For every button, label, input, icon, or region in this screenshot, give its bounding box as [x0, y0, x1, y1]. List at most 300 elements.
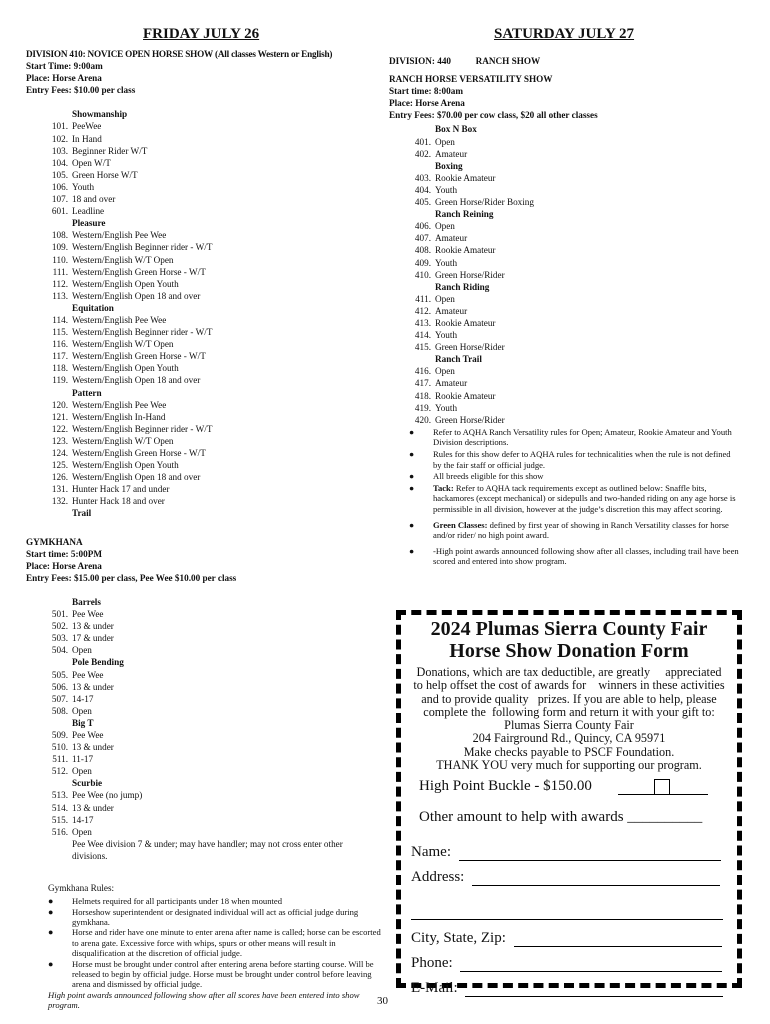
- class-row: [26, 120, 386, 132]
- class-number: 407.: [414, 233, 431, 244]
- class-row: [26, 681, 386, 693]
- ranch-note-lead: Tack:: [433, 482, 454, 493]
- class-row: [26, 411, 386, 423]
- class-number: 508.: [51, 705, 68, 716]
- class-name: Youth: [435, 330, 458, 341]
- class-number: 502.: [51, 621, 68, 632]
- class-row: [26, 814, 386, 826]
- class-name: Pee Wee: [72, 669, 104, 680]
- peewee-note: Pee Wee division 7 & under; may have handler; may not cross enter other divisions.: [72, 838, 343, 861]
- class-name: Beginner Rider W/T: [72, 145, 148, 156]
- ranch-class-row: [389, 317, 761, 329]
- class-row: [26, 826, 386, 838]
- saturday-column: [389, 55, 761, 568]
- bullet-icon: ●: [48, 896, 54, 907]
- ranch-class-row: [389, 414, 761, 426]
- class-number: 419.: [414, 402, 431, 413]
- ranch-class-row: [389, 244, 761, 256]
- class-name: Youth: [435, 257, 458, 268]
- class-number: 417.: [414, 378, 431, 389]
- class-number: 406.: [414, 221, 431, 232]
- class-name: Western/English In-Hand: [72, 411, 166, 422]
- ranch-fees: Entry Fees: $70.00 per cow class, $20 all other classes: [389, 110, 598, 121]
- address-field-2[interactable]: [411, 905, 723, 920]
- bullet-icon: ●: [48, 958, 54, 969]
- class-number: 511.: [52, 754, 68, 765]
- ranch-class-row: [389, 184, 761, 196]
- class-name: 13 & under: [72, 621, 114, 632]
- class-name: Amateur: [435, 233, 468, 244]
- ranch-note: [389, 546, 739, 567]
- class-number: 404.: [414, 184, 431, 195]
- class-name: Western/English Green Horse - W/T: [72, 351, 206, 362]
- ranch-note-text: Refer to AQHA tack requirements except as outlined below: Snaffle bits, hackamores (except mechanical) or sidepulls and two-handed riding on any age horse is permissible in all division, however at the judge’s discretion this may affect scoring.: [433, 482, 736, 514]
- class-number: 112.: [52, 278, 68, 289]
- class-name: 18 and over: [72, 194, 116, 205]
- bullet-icon: ●: [48, 906, 54, 917]
- class-number: 512.: [51, 766, 68, 777]
- city-field[interactable]: [514, 932, 722, 947]
- gymkhana-place: Place: Horse Arena: [26, 560, 102, 571]
- ranch-group-title: Ranch Trail: [435, 354, 482, 365]
- class-row: [26, 278, 386, 290]
- name-line: [401, 844, 737, 861]
- form-title-2: Horse Show Donation Form: [449, 640, 689, 662]
- class-name: Amateur: [435, 305, 468, 316]
- ranch-note-text: defined by first year of showing in Ranch Versatility classes for horse and/or rider/ no high point award.: [433, 519, 729, 541]
- bullet-icon: ●: [409, 449, 415, 459]
- class-name: Pee Wee: [72, 729, 104, 740]
- class-name: In Hand: [72, 133, 102, 144]
- class-number: 103.: [51, 145, 68, 156]
- class-row: [26, 145, 386, 157]
- class-number: 515.: [51, 814, 68, 825]
- ranch-class-row: [389, 269, 761, 281]
- rule-item: [26, 907, 384, 928]
- page-number: 30: [377, 995, 388, 1007]
- class-row: [26, 326, 386, 338]
- class-name: Open W/T: [72, 157, 111, 168]
- class-number: 514.: [51, 802, 68, 813]
- other-amount-line: Other amount to help with awards __________: [419, 809, 703, 826]
- class-row: [26, 669, 386, 681]
- class-number: 107.: [51, 194, 68, 205]
- saturday-heading: SATURDAY JULY 27: [494, 26, 635, 42]
- ranch-note: [389, 483, 739, 515]
- novice-class-list: [26, 108, 386, 519]
- class-name: 14-17: [72, 693, 94, 704]
- class-number: 123.: [51, 435, 68, 446]
- rule-item: [26, 896, 384, 906]
- bullet-icon: ●: [409, 519, 415, 530]
- class-row: [26, 765, 386, 777]
- novice-division: DIVISION 410: NOVICE OPEN HORSE SHOW (All classes Western or English): [26, 49, 333, 59]
- class-number: 105.: [51, 169, 68, 180]
- class-name: Open: [435, 136, 455, 147]
- name-field[interactable]: [459, 846, 721, 861]
- class-name: Amateur: [435, 378, 468, 389]
- ranch-class-row: [389, 402, 761, 414]
- class-number: 413.: [414, 317, 431, 328]
- ranch-note-text: Refer to AQHA Ranch Versatility rules for Open; Amateur, Rookie Amateur and Youth Division descriptions.: [433, 426, 732, 448]
- ranch-note: [389, 471, 739, 482]
- class-name: Western/English Beginner rider - W/T: [72, 242, 213, 253]
- class-name: PeeWee: [72, 121, 102, 132]
- class-number: 124.: [51, 448, 68, 458]
- class-group-title: Trail: [72, 508, 92, 519]
- ranch-note: [389, 449, 739, 470]
- gymkhana-class-list: [26, 596, 386, 838]
- class-number: 126.: [51, 472, 68, 483]
- class-number: 132.: [51, 496, 68, 507]
- city-label: City, State, Zip:: [411, 930, 506, 947]
- class-name: Pee Wee: [72, 609, 104, 620]
- class-row: [26, 802, 386, 814]
- class-number: 402.: [414, 148, 431, 159]
- class-row: [26, 254, 386, 266]
- class-row: [26, 399, 386, 411]
- form-body-line: to help offset the cost of awards for winners in these activities: [413, 678, 725, 693]
- bullet-icon: ●: [48, 927, 54, 938]
- class-name: Youth: [435, 402, 458, 413]
- class-number: 121.: [51, 411, 68, 422]
- ranch-note-content: [433, 483, 739, 515]
- class-number: 122.: [51, 423, 68, 434]
- form-body-line: complete the following form and return it with your gift to:: [423, 704, 715, 719]
- ranch-class-row: [389, 365, 761, 377]
- class-row: [26, 374, 386, 386]
- ranch-note-content: [433, 546, 739, 567]
- class-row: [26, 693, 386, 705]
- class-row: [26, 362, 386, 374]
- class-name: Open: [72, 645, 92, 656]
- address-field[interactable]: [472, 871, 720, 886]
- class-number: 416.: [414, 366, 431, 377]
- class-name: Rookie Amateur: [435, 172, 496, 183]
- gymkhana-start: Start time: 5:00PM: [26, 548, 103, 559]
- ranch-group-title: Ranch Riding: [435, 281, 490, 292]
- ranch-note-lead: Green Classes:: [433, 519, 488, 530]
- class-row: [26, 644, 386, 656]
- ranch-group-title: Box N Box: [435, 124, 477, 135]
- email-label: E-Mail:: [411, 980, 458, 997]
- ranch-class-row: [389, 220, 761, 232]
- class-number: 111.: [52, 266, 68, 277]
- ranch-class-row: [389, 329, 761, 341]
- buckle-line: [401, 778, 737, 795]
- email-line: [401, 980, 737, 997]
- class-name: Open: [435, 293, 455, 304]
- class-row: [26, 193, 386, 205]
- form-body-line: Donations, which are tax deductible, are greatly appreciated: [416, 665, 722, 679]
- class-name: Leadline: [72, 206, 105, 217]
- ranch-class-row: [389, 305, 761, 317]
- class-number: 120.: [51, 399, 68, 410]
- class-number: 509.: [51, 729, 68, 740]
- class-name: Green Horse W/T: [72, 169, 138, 180]
- gymkhana-title: GYMKHANA: [26, 536, 83, 547]
- class-row: [26, 729, 386, 741]
- class-number: 412.: [414, 305, 431, 316]
- class-number: 418.: [414, 390, 431, 401]
- class-number: 505.: [51, 669, 68, 680]
- ranch-class-row: [389, 257, 761, 269]
- class-row: [26, 181, 386, 193]
- class-row: [26, 241, 386, 253]
- ranch-note-text: Rules for this show defer to AQHA rules for technicalities when the rule is not defined by the fair staff or official judge.: [433, 449, 731, 470]
- class-name: Western/English Beginner rider - W/T: [72, 423, 213, 434]
- novice-start: Start Time: 9:00am: [26, 61, 103, 72]
- class-row: [26, 169, 386, 181]
- ranch-class-row: [389, 196, 761, 208]
- rule-text: Horseshow superintendent or designated individual will act as official judge during gymkhana.: [72, 906, 359, 927]
- class-name: Pee Wee (no jump): [72, 790, 143, 801]
- class-name: 13 & under: [72, 742, 114, 753]
- class-number: 516.: [51, 826, 68, 837]
- class-row: [26, 608, 386, 620]
- ranch-notes: [389, 427, 739, 567]
- email-field[interactable]: [465, 982, 723, 997]
- class-row: [26, 338, 386, 350]
- donation-form: [396, 610, 742, 997]
- class-number: 110.: [52, 254, 68, 265]
- form-body-line: Make checks payable to PSCF Foundation.: [463, 744, 675, 759]
- class-name: 11-17: [72, 754, 94, 765]
- class-name: Green Horse/Rider Boxing: [435, 197, 534, 208]
- ranch-class-row: [389, 390, 761, 402]
- class-row: [26, 266, 386, 278]
- class-number: 109.: [51, 242, 68, 253]
- rule-text: Helmets required for all participants under 18 when mounted: [72, 896, 283, 907]
- class-group-title: Pattern: [72, 387, 102, 398]
- class-name: Western/English Beginner rider - W/T: [72, 327, 213, 338]
- class-number: 102.: [51, 133, 68, 144]
- class-number: 415.: [414, 342, 431, 353]
- class-number: 410.: [414, 269, 431, 280]
- ranch-note: [389, 427, 739, 448]
- rule-item: [26, 959, 384, 990]
- form-title-1: 2024 Plumas Sierra County Fair: [430, 618, 708, 640]
- class-row: [26, 157, 386, 169]
- class-name: Open: [72, 705, 92, 716]
- class-row: [26, 229, 386, 241]
- ranch-note-text: All breeds eligible for this show: [433, 471, 544, 482]
- class-name: Green Horse/Rider: [435, 414, 505, 425]
- class-number: 125.: [51, 460, 68, 471]
- class-number: 414.: [414, 330, 431, 341]
- ranch-division-line: [389, 55, 761, 67]
- form-body-line: and to provide quality prizes. If you are able to help, please: [421, 691, 717, 706]
- ranch-division-name: RANCH SHOW: [475, 56, 541, 66]
- bullet-icon: ●: [409, 482, 415, 493]
- class-name: Western/English Pee Wee: [72, 399, 167, 410]
- class-name: Western/English Open 18 and over: [72, 472, 201, 483]
- class-name: Open: [72, 826, 92, 837]
- class-number: 114.: [52, 314, 68, 325]
- class-name: Youth: [72, 181, 95, 192]
- class-group-title: Big T: [72, 717, 94, 728]
- ranch-place: Place: Horse Arena: [389, 98, 465, 109]
- friday-column: [26, 48, 386, 1011]
- class-number: 131.: [51, 484, 68, 495]
- form-body: [401, 666, 737, 772]
- ranch-note-text: -High point awards announced following show after all classes, including trail have been scored and entered into show program.: [433, 545, 739, 567]
- ranch-class-list: [389, 123, 761, 425]
- class-number: 104.: [51, 157, 68, 168]
- class-number: 506.: [51, 681, 68, 692]
- bullet-icon: ●: [409, 545, 415, 556]
- ranch-note-content: [433, 449, 739, 470]
- class-number: 106.: [51, 181, 68, 192]
- class-number: 411.: [415, 293, 431, 304]
- class-name: 13 & under: [72, 802, 114, 813]
- class-row: [26, 205, 386, 217]
- class-row: [26, 290, 386, 302]
- class-row: [26, 753, 386, 765]
- class-row: [26, 459, 386, 471]
- form-body-line: THANK YOU very much for supporting our program.: [436, 758, 702, 773]
- class-row: [26, 314, 386, 326]
- class-row: [26, 620, 386, 632]
- class-name: Open: [435, 366, 455, 377]
- ranch-class-row: [389, 293, 761, 305]
- ranch-note-content: [433, 471, 544, 482]
- class-group-title: Pleasure: [72, 218, 106, 229]
- class-number: 116.: [52, 339, 68, 350]
- class-row: [26, 495, 386, 507]
- class-number: 507.: [51, 693, 68, 704]
- friday-heading: FRIDAY JULY 26: [143, 26, 260, 42]
- class-number: 401.: [414, 136, 431, 147]
- class-name: Western/English W/T Open: [72, 435, 174, 446]
- class-name: Rookie Amateur: [435, 245, 496, 256]
- class-group-title: Equitation: [72, 302, 114, 313]
- high-point-note: High point awards announced following show after all scores have been entered into show program.: [48, 989, 360, 1011]
- class-number: 503.: [51, 633, 68, 644]
- class-name: Western/English Open 18 and over: [72, 290, 201, 301]
- ranch-group-title: Boxing: [435, 160, 463, 171]
- gymkhana-fees: Entry Fees: $15.00 per class, Pee Wee $10.00 per class: [26, 572, 237, 583]
- rule-item: [26, 927, 384, 958]
- novice-place: Place: Horse Arena: [26, 73, 102, 84]
- class-number: 115.: [52, 327, 68, 338]
- class-name: Western/English Green Horse - W/T: [72, 448, 206, 458]
- class-name: Western/English Open 18 and over: [72, 375, 201, 386]
- ranch-note: [389, 520, 739, 541]
- class-name: Western/English Pee Wee: [72, 230, 167, 241]
- class-name: Western/English Open Youth: [72, 278, 179, 289]
- class-name: 14-17: [72, 814, 94, 825]
- bullet-icon: ●: [409, 426, 415, 437]
- class-number: 510.: [51, 742, 68, 753]
- class-number: 408.: [414, 245, 431, 256]
- class-number: 108.: [51, 230, 68, 241]
- class-group-title: Barrels: [72, 596, 101, 607]
- ranch-note-content: [433, 427, 739, 448]
- class-name: Western/English Green Horse - W/T: [72, 266, 206, 277]
- ranch-start: Start time: 8:00am: [389, 86, 463, 97]
- city-line: [401, 930, 737, 947]
- ranch-subtitle: RANCH HORSE VERSATILITY SHOW: [389, 74, 553, 85]
- class-name: Green Horse/Rider: [435, 269, 505, 280]
- class-row: [26, 741, 386, 753]
- class-name: Western/English Pee Wee: [72, 314, 167, 325]
- class-name: Open: [72, 766, 92, 777]
- form-body-line: 204 Fairground Rd., Quincy, CA 95971: [472, 731, 666, 746]
- class-number: 513.: [51, 790, 68, 801]
- class-row: [26, 789, 386, 801]
- ranch-group-title: Ranch Reining: [435, 209, 494, 220]
- class-group-title: Scurbie: [72, 778, 103, 789]
- ranch-division: DIVISION: 440: [389, 56, 452, 66]
- class-name: Rookie Amateur: [435, 390, 496, 401]
- ranch-class-row: [389, 341, 761, 353]
- class-number: 101.: [51, 121, 68, 132]
- class-name: Green Horse/Rider: [435, 342, 505, 353]
- name-label: Name:: [411, 844, 451, 861]
- class-row: [26, 447, 386, 459]
- class-number: 119.: [52, 375, 68, 386]
- class-name: Hunter Hack 18 and over: [72, 496, 165, 507]
- class-name: Amateur: [435, 148, 468, 159]
- class-number: 409.: [414, 257, 431, 268]
- class-name: 13 & under: [72, 681, 114, 692]
- class-row: [26, 632, 386, 644]
- class-name: Youth: [435, 184, 458, 195]
- class-number: 501.: [51, 609, 68, 620]
- class-name: Western/English W/T Open: [72, 339, 174, 350]
- class-group-title: Pole Bending: [72, 657, 124, 668]
- class-group-title: Showmanship: [72, 109, 128, 120]
- class-name: Rookie Amateur: [435, 317, 496, 328]
- ranch-class-row: [389, 136, 761, 148]
- class-number: 504.: [51, 645, 68, 656]
- class-row: [26, 423, 386, 435]
- class-name: 17 & under: [72, 633, 114, 644]
- ranch-class-row: [389, 148, 761, 160]
- class-name: Western/English Open Youth: [72, 363, 179, 374]
- class-row: [26, 350, 386, 362]
- ranch-class-row: [389, 377, 761, 389]
- phone-field[interactable]: [460, 957, 722, 972]
- class-number: 113.: [52, 290, 68, 301]
- class-number: 403.: [414, 172, 431, 183]
- class-name: Western/English Open Youth: [72, 460, 179, 471]
- phone-label: Phone:: [411, 955, 453, 972]
- class-number: 117.: [52, 351, 68, 362]
- gymkhana-rules-title: Gymkhana Rules:: [48, 883, 115, 893]
- class-number: 118.: [52, 363, 68, 374]
- gymkhana-rules: [26, 896, 384, 990]
- ranch-note-content: [433, 520, 739, 541]
- bullet-icon: ●: [409, 471, 415, 482]
- class-row: [26, 483, 386, 495]
- ranch-class-row: [389, 172, 761, 184]
- address-line-2: [401, 902, 737, 920]
- class-number: 420.: [414, 414, 431, 425]
- address-label: Address:: [411, 869, 465, 886]
- class-row: [26, 705, 386, 717]
- ranch-class-row: [389, 232, 761, 244]
- class-number: 405.: [414, 197, 431, 208]
- buckle-checkbox[interactable]: [654, 779, 670, 795]
- phone-line: [401, 955, 737, 972]
- novice-fees: Entry Fees: $10.00 per class: [26, 85, 136, 96]
- form-body-line: Plumas Sierra County Fair: [504, 718, 634, 733]
- class-name: Open: [435, 221, 455, 232]
- class-name: Western/English W/T Open: [72, 254, 174, 265]
- class-row: [26, 471, 386, 483]
